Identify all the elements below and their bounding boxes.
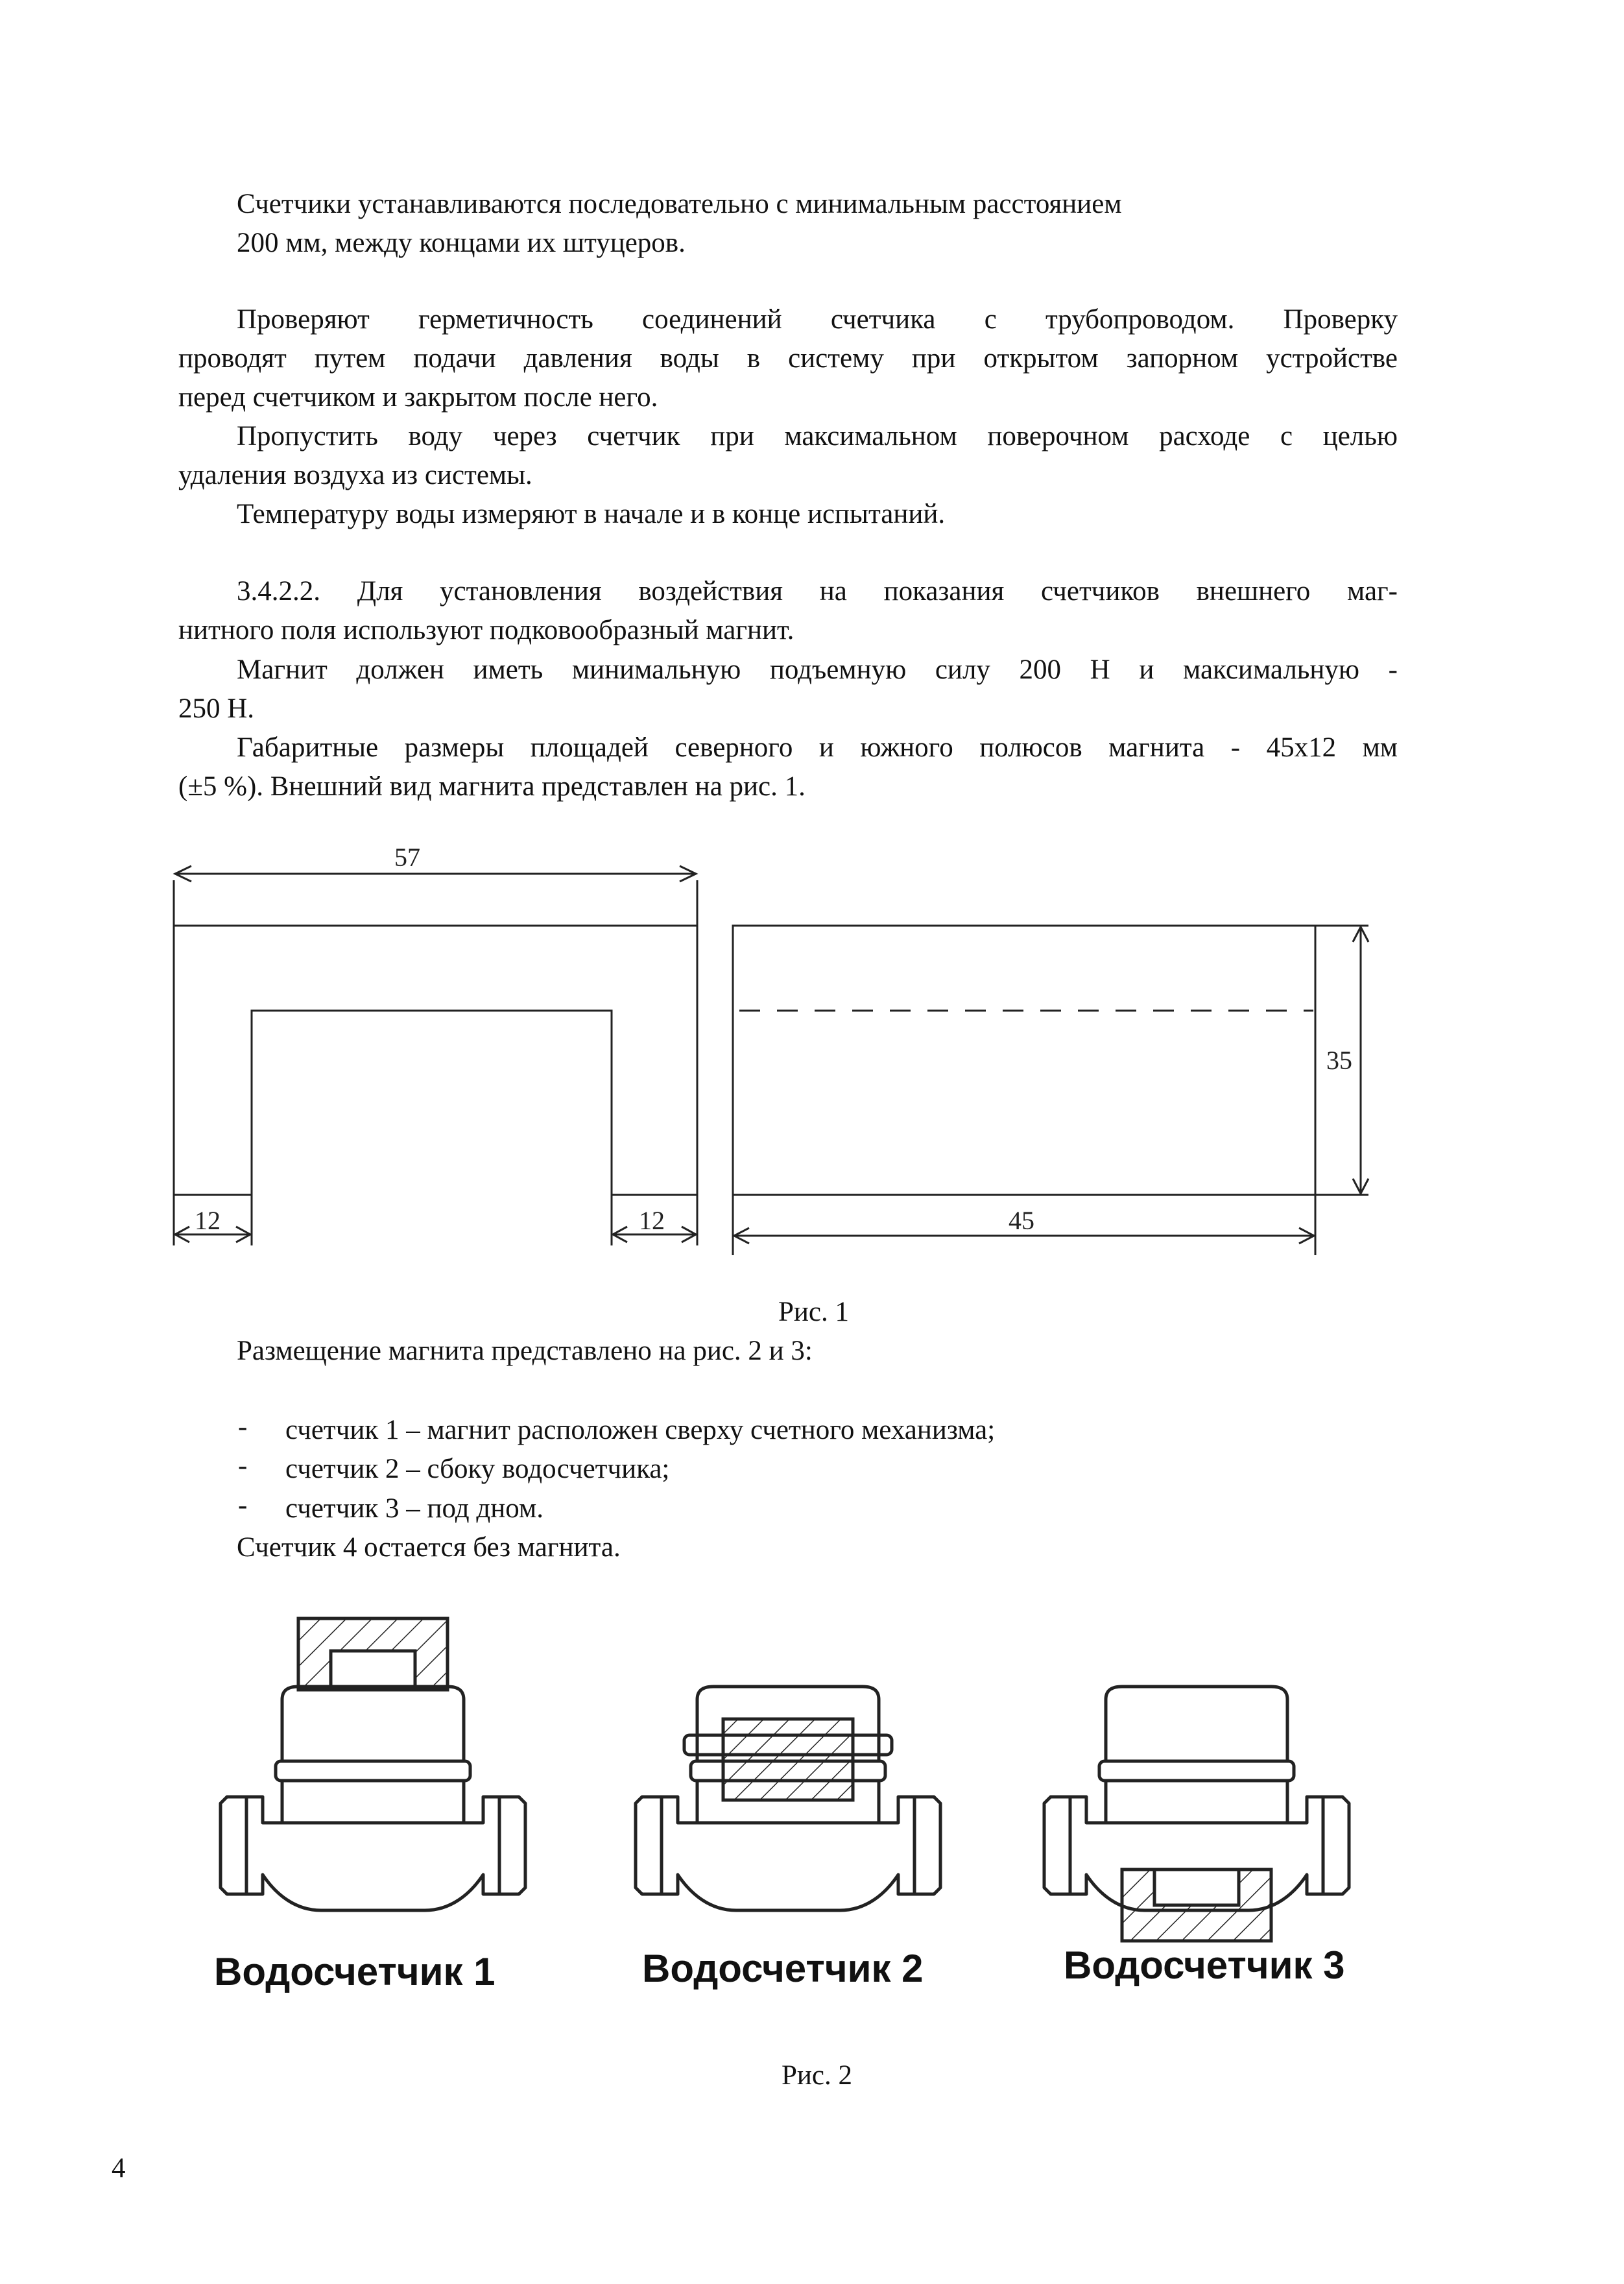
page-number: 4 xyxy=(112,2153,126,2183)
paragraph-7-line-2: (±5 %). Внешний вид магнита представлен на рис. 1. xyxy=(178,771,806,802)
dim-label-width: 57 xyxy=(394,843,420,872)
placement-intro: Размещение магнита представлено на рис. 2 и 3: xyxy=(237,1336,813,1366)
paragraph-4-line-1: Температуру воды измеряют в начале и в конце испытаний. xyxy=(237,499,946,529)
water-meter-1-drawing xyxy=(221,1618,525,1910)
dim-label-depth: 45 xyxy=(1009,1206,1034,1235)
placement-note: Счетчик 4 остается без магнита. xyxy=(237,1532,621,1563)
paragraph-6-line-2: 250 Н. xyxy=(178,693,255,724)
figure-1-caption: Рис. 1 xyxy=(778,1297,850,1327)
list-item-1: счетчик 1 – магнит расположен сверху счетного механизма; xyxy=(285,1415,996,1445)
list-item-3: счетчик 3 – под дном. xyxy=(285,1493,543,1524)
water-meter-3-drawing xyxy=(1044,1687,1349,1941)
paragraph-3-line-1: Пропустить воду через счетчик при максимальном поверочном расходе с целью xyxy=(237,421,1398,451)
list-dash-2: - xyxy=(238,1450,248,1481)
dim-label-leg-left: 12 xyxy=(195,1206,221,1235)
paragraph-3-line-2: удаления воздуха из системы. xyxy=(178,460,532,490)
list-dash-1: - xyxy=(238,1412,248,1442)
meter-label-1: Водосчетчик 1 xyxy=(214,1950,496,1993)
meter-3-magnet-bottom xyxy=(1122,1869,1271,1941)
magnet-front-outline xyxy=(174,926,697,1195)
list-dash-3: - xyxy=(238,1490,248,1521)
magnet-side-outline xyxy=(733,926,1315,1195)
paragraph-2-line-2: проводят путем подачи давления воды в систему при открытом запорном устройстве xyxy=(178,343,1398,374)
paragraph-2-line-3: перед счетчиком и закрытом после него. xyxy=(178,382,658,413)
paragraph-7-line-1: Габаритные размеры площадей северного и южного полюсов магнита - 45х12 мм xyxy=(237,732,1398,763)
dim-label-height: 35 xyxy=(1326,1046,1352,1075)
paragraph-2-line-1: Проверяют герметичность соединений счетчика с трубопроводом. Проверку xyxy=(237,304,1398,335)
list-item-2: счетчик 2 – сбоку водосчетчика; xyxy=(285,1454,670,1484)
water-meter-2-drawing xyxy=(636,1687,940,1910)
meter-2-magnet-side xyxy=(723,1719,853,1800)
meter-1-magnet-top xyxy=(298,1618,448,1690)
dim-label-leg-right: 12 xyxy=(639,1206,665,1235)
meter-label-3: Водосчетчик 3 xyxy=(1064,1943,1345,1987)
figure-2-caption: Рис. 2 xyxy=(782,2060,853,2091)
paragraph-5-line-1: 3.4.2.2. Для установления воздействия на показания счетчиков внешнего маг- xyxy=(237,576,1398,607)
paragraph-1-line-1: Счетчики устанавливаются последовательно с минимальным расстоянием xyxy=(237,189,1122,219)
paragraph-6-line-1: Магнит должен иметь минимальную подъемную силу 200 Н и максимальную - xyxy=(237,655,1398,685)
meter-label-2: Водосчетчик 2 xyxy=(642,1947,924,1990)
paragraph-5-line-2: нитного поля используют подковообразный магнит. xyxy=(178,615,794,645)
paragraph-1-line-2: 200 мм, между концами их штуцеров. xyxy=(237,228,686,258)
